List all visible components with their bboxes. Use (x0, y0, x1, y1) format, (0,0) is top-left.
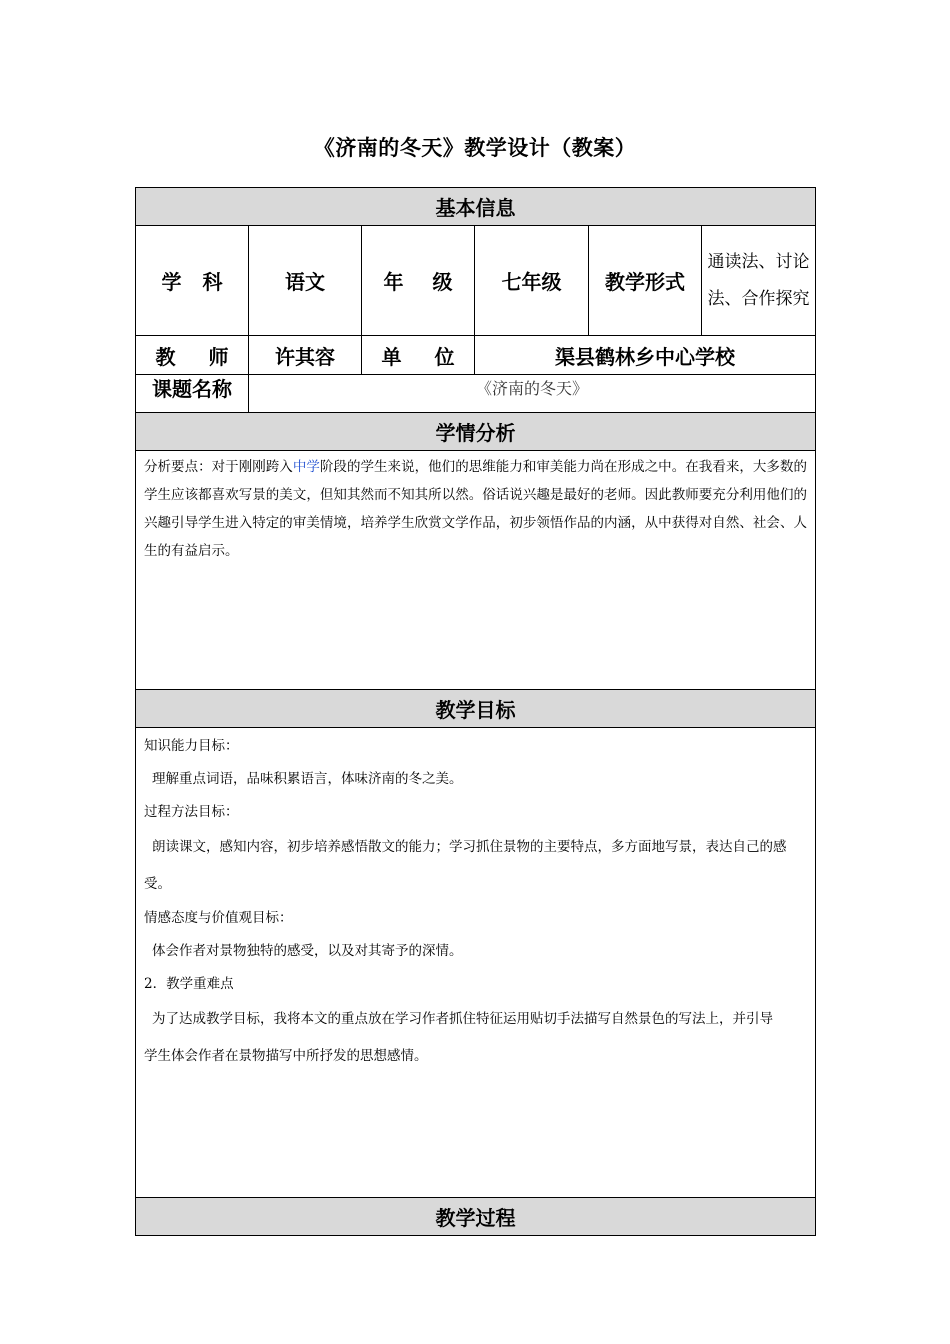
emotion-goal-title: 情感态度与价值观目标： (144, 910, 293, 926)
analysis-prefix: 分析要点：对于刚刚跨入 (144, 459, 293, 475)
teacher-label: 教 师 (136, 336, 249, 375)
lesson-plan-table (135, 187, 816, 1236)
key-points-text-2: 学生体会作者在景物描写中所抒发的思想感情。 (144, 1048, 428, 1064)
subject-label: 学 科 (136, 226, 249, 336)
knowledge-goal-title: 知识能力目标： (144, 738, 239, 754)
section-learning-analysis: 学情分析 (136, 413, 816, 451)
analysis-body (136, 451, 816, 690)
grade-label: 年 级 (362, 226, 475, 336)
teacher-value: 许其容 (249, 336, 362, 375)
unit-value: 渠县鹤林乡中心学校 (475, 336, 816, 375)
middle-school-link[interactable]: 中学 (292, 459, 320, 475)
analysis-rest: 阶段的学生来说，他们的思维能力和审美能力尚在形成之中。在我看来，大多数的学生应该都喜欢写景的美文，但知其然而不知其所以然。俗话说兴趣是最好的老师。因此教师要充分利用他们的兴趣引导学生进入特定的审美情境，培养学生欣赏文学作品，初步领悟作品的内涵，从中获得对自然、社会、人生的有益启示。 (144, 459, 807, 559)
section-teaching-process: 教学过程 (136, 1198, 816, 1236)
page-title: 《济南的冬天》教学设计（教案） (313, 135, 637, 160)
key-points-title: 2．教学重难点 (144, 976, 234, 992)
process-goal-title: 过程方法目标： (144, 804, 239, 820)
analysis-paragraph (144, 453, 807, 565)
subject-value: 语文 (249, 226, 362, 336)
process-goal-text-1: 朗读课文，感知内容，初步培养感悟散文的能力；学习抓住景物的主要特点，多方面地写景，表达自己的感 (152, 839, 787, 855)
form-value: 通读法、讨论法、合作探究 (702, 226, 816, 336)
topic-value: 《济南的冬天》 (249, 375, 816, 413)
goals-body (136, 728, 816, 1198)
topic-label: 课题名称 (136, 375, 249, 413)
grade-value: 七年级 (475, 226, 589, 336)
form-label: 教学形式 (589, 226, 702, 336)
key-points-text-1: 为了达成教学目标，我将本文的重点放在学习作者抓住特征运用贴切手法描写自然景色的写法上，并引导 (152, 1011, 773, 1027)
knowledge-goal-text: 理解重点词语，品味积累语言，体味济南的冬之美。 (152, 771, 463, 787)
emotion-goal-text: 体会作者对景物独特的感受，以及对其寄予的深情。 (152, 943, 463, 959)
section-teaching-goals: 教学目标 (136, 690, 816, 728)
unit-label: 单 位 (362, 336, 475, 375)
section-basic-info: 基本信息 (136, 188, 816, 226)
process-goal-text-2: 受。 (144, 876, 171, 892)
